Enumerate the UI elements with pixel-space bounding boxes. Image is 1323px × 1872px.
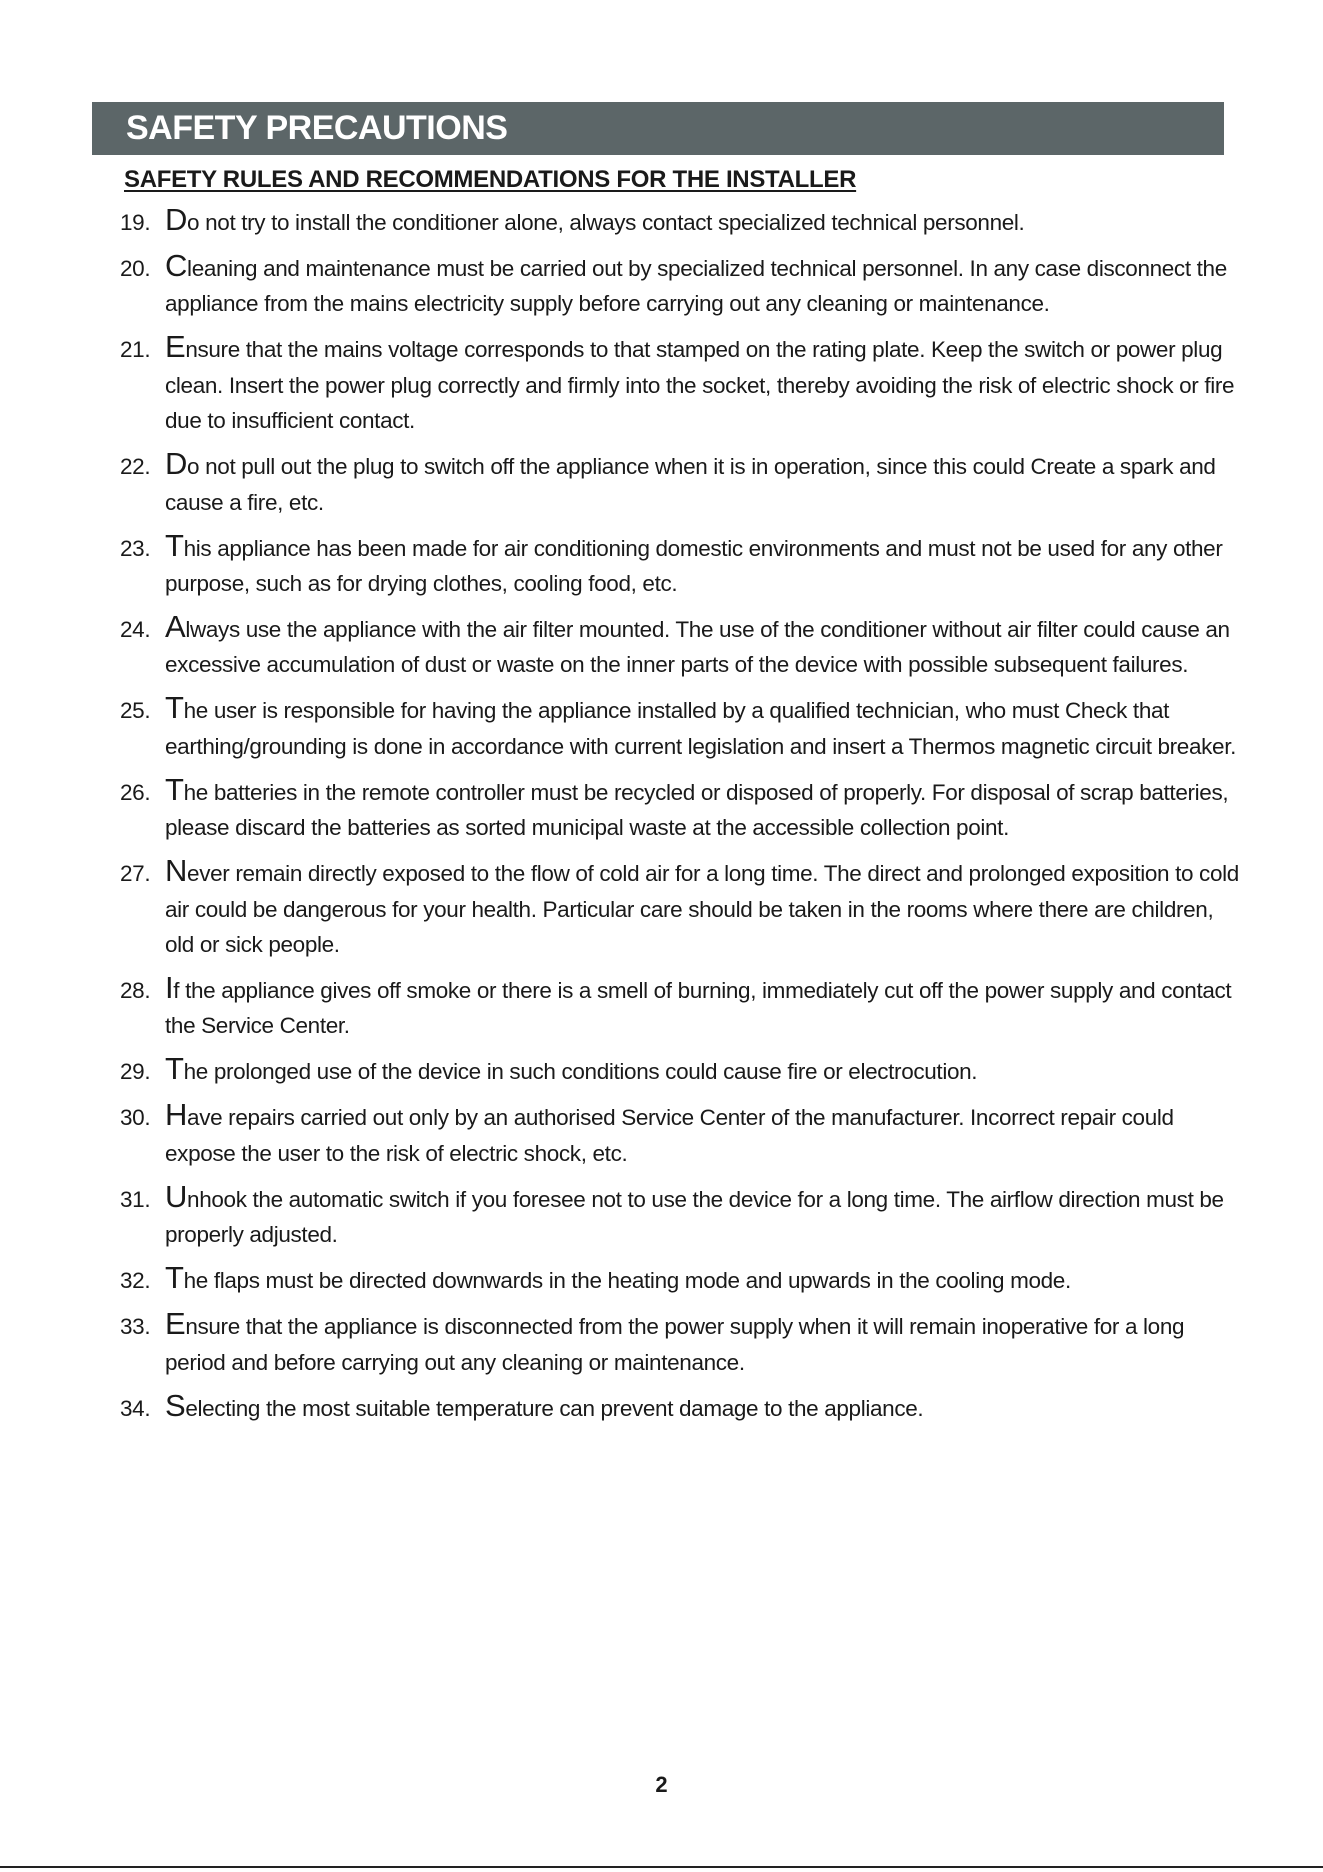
item-number: 32. [120, 1268, 151, 1294]
item-text [165, 527, 1242, 602]
item-text [165, 202, 1242, 240]
item-number: 24. [120, 617, 151, 643]
list-item [120, 1306, 1242, 1380]
list-item [120, 1387, 1242, 1426]
item-number: 27. [120, 861, 151, 887]
item-body: his appliance has been made for air conditioning domestic environments and must not be used for any other purpose, such as for drying clothes, cooling food, etc. [165, 535, 1223, 597]
item-number: 33. [120, 1314, 151, 1340]
list-item [120, 1178, 1242, 1253]
item-initial-letter: T [165, 690, 184, 726]
safety-rules-list [120, 202, 1242, 1437]
item-number: 19. [120, 210, 151, 235]
item-initial-letter: E [165, 329, 186, 365]
item-text [165, 248, 1242, 322]
item-body: o not try to install the conditioner alone, always contact specialized technical personnel. [187, 210, 1025, 235]
list-item [120, 527, 1242, 602]
item-initial-letter: D [165, 202, 188, 237]
item-initial-letter: S [165, 1387, 186, 1423]
item-text [165, 690, 1242, 764]
item-number: 21. [120, 337, 151, 363]
item-initial-letter: E [165, 1306, 186, 1342]
item-initial-letter: H [165, 1097, 188, 1133]
item-body: nsure that the appliance is disconnected from the power supply when it will remain inoperative for a long period and before carrying out any cleaning or maintenance. [165, 1314, 1185, 1375]
item-initial-letter: T [165, 1260, 184, 1296]
item-body: o not pull out the plug to switch off the appliance when it is in operation, since this could Create a spark and cause a fire, etc. [165, 454, 1216, 515]
item-number: 20. [120, 256, 151, 281]
item-text [165, 1178, 1242, 1253]
item-number: 28. [120, 978, 151, 1004]
item-number: 25. [120, 698, 151, 724]
list-item [120, 1051, 1242, 1089]
list-item [120, 853, 1242, 962]
item-initial-letter: T [165, 771, 184, 807]
item-initial-letter: T [165, 1051, 184, 1087]
item-text [165, 853, 1242, 962]
item-number: 29. [120, 1059, 151, 1085]
item-number: 30. [120, 1105, 151, 1131]
bottom-divider [0, 1866, 1323, 1868]
item-text [165, 609, 1242, 683]
section-banner [92, 102, 1224, 155]
item-body: he user is responsible for having the appliance installed by a qualified technician, who must Check that earthing/grounding is done in accordance with current legislation and insert a Thermos magnetic circuit breaker. [165, 698, 1236, 759]
item-body: f the appliance gives off smoke or there is a smell of burning, immediately cut off the power supply and contact the Service Center. [165, 978, 1232, 1039]
item-body: electing the most suitable temperature can prevent damage to the appliance. [185, 1395, 924, 1421]
item-text [165, 1306, 1242, 1380]
list-item [120, 329, 1242, 438]
list-item [120, 970, 1242, 1044]
item-number: 22. [120, 454, 151, 480]
list-item [120, 609, 1242, 683]
section-subheading: SAFETY RULES AND RECOMMENDATIONS FOR THE INSTALLER [124, 166, 857, 193]
item-body: leaning and maintenance must be carried out by specialized technical personnel. In any case disconnect the appliance from the mains electricity supply before carrying out any cleaning or maintenance. [165, 256, 1227, 317]
item-initial-letter: I [165, 970, 174, 1006]
item-initial-letter: T [165, 527, 184, 563]
list-item [120, 1260, 1242, 1298]
item-body: he flaps must be directed downwards in the heating mode and upwards in the cooling mode. [183, 1268, 1071, 1294]
list-item [120, 446, 1242, 520]
section-title: SAFETY PRECAUTIONS [126, 109, 508, 147]
item-initial-letter: A [165, 609, 186, 645]
item-text [165, 1260, 1242, 1298]
item-body: he batteries in the remote controller must be recycled or disposed of properly. For disposal of scrap batteries, please discard the batteries as sorted municipal waste at the accessible collection point. [165, 779, 1229, 841]
item-text [165, 329, 1242, 438]
item-body: nhook the automatic switch if you foresee not to use the device for a long time. The airflow direction must be properly adjusted. [165, 1186, 1224, 1248]
list-item [120, 1097, 1242, 1171]
item-text [165, 771, 1242, 846]
item-body: ever remain directly exposed to the flow of cold air for a long time. The direct and prolonged exposition to cold air could be dangerous for your health. Particular care should be taken in the rooms where there are children, old or sick people. [165, 861, 1239, 958]
item-number: 26. [120, 779, 151, 805]
list-item [120, 690, 1242, 764]
item-body: lways use the appliance with the air filter mounted. The use of the conditioner without air filter could cause an excessive accumulation of dust or waste on the inner parts of the device with possible subsequent failures. [165, 617, 1230, 678]
item-body: he prolonged use of the device in such conditions could cause fire or electrocution. [183, 1059, 978, 1085]
item-initial-letter: U [165, 1178, 188, 1214]
item-number: 23. [120, 535, 151, 561]
item-body: nsure that the mains voltage corresponds to that stamped on the rating plate. Keep the switch or power plug clean. Insert the power plug correctly and firmly into the socket, thereby avoiding the risk of electric shock or fire due to insufficient contact. [165, 337, 1235, 434]
item-text [165, 1051, 1242, 1089]
item-body: ave repairs carried out only by an authorised Service Center of the manufacturer. Incorrect repair could expose the user to the risk of electric shock, etc. [165, 1105, 1174, 1166]
item-text [165, 1387, 1242, 1426]
list-item [120, 248, 1242, 322]
item-number: 34. [120, 1395, 151, 1421]
item-initial-letter: N [165, 853, 188, 889]
item-text [165, 1097, 1242, 1171]
item-initial-letter: C [165, 248, 188, 283]
item-initial-letter: D [165, 446, 188, 482]
list-item [120, 202, 1242, 240]
item-number: 31. [120, 1186, 151, 1212]
list-item [120, 771, 1242, 846]
item-text [165, 446, 1242, 520]
page-number: 2 [655, 1772, 668, 1797]
item-text [165, 970, 1242, 1044]
